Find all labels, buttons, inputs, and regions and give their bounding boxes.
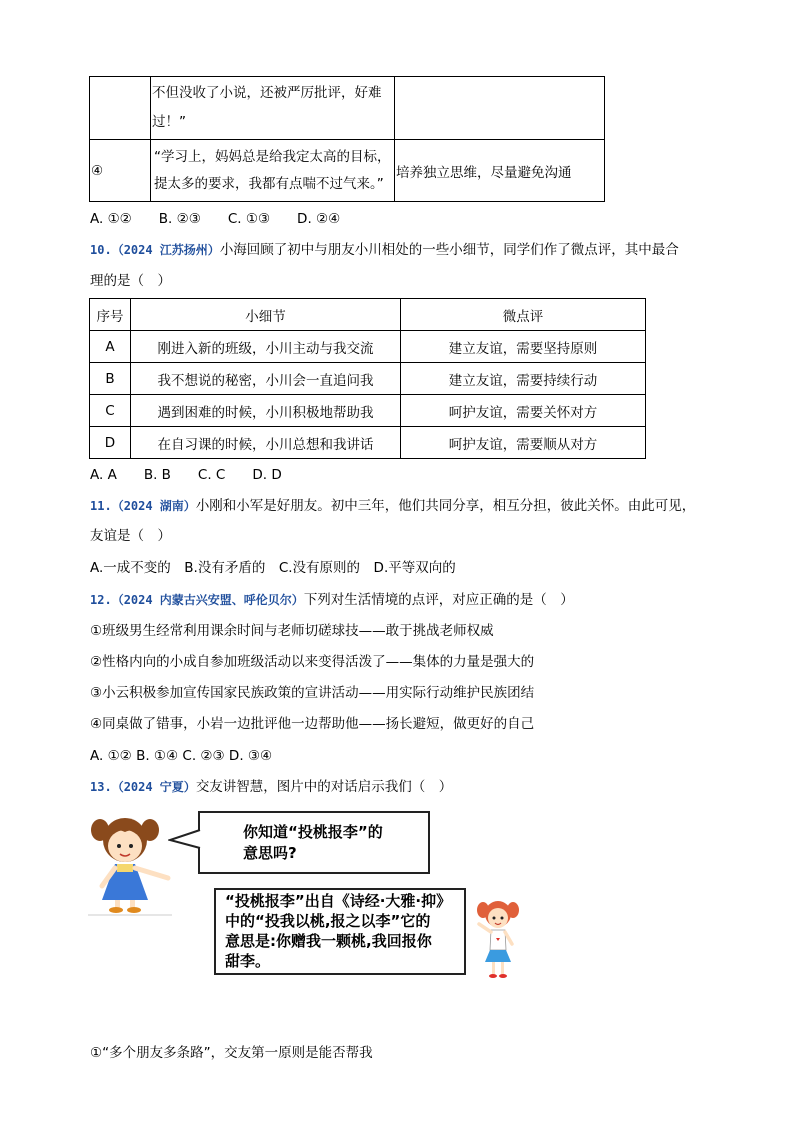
row-comment: 呵护友谊，需要顺从对方 — [401, 427, 646, 459]
speech-bubble-question — [198, 811, 430, 874]
q10-options: A. A B. B C. C D. D — [90, 467, 282, 483]
question-source: （2024 湖南） — [111, 499, 196, 513]
girl-illustration-left — [88, 812, 174, 916]
bubble-text-line: 你知道“投桃报李”的 — [243, 823, 383, 841]
table-cell-advice: 培养独立思维，尽量避免沟通 — [395, 140, 605, 202]
q13-item-1: ①“多个朋友多条路”，交友第一原则是能否帮我 — [90, 1045, 373, 1061]
table-row — [90, 140, 605, 202]
girl-right-icon — [476, 896, 520, 980]
q10-table — [89, 298, 646, 459]
q12-item-1: ①班级男生经常利用课余时间与老师切磋球技——敢于挑战老师权威 — [90, 623, 494, 639]
question-stem: 交友讲智慧，图片中的对话启示我们（ ） — [195, 779, 453, 795]
question-number: 11. — [90, 499, 112, 513]
table-cell-num — [90, 77, 151, 140]
header-num: 序号 — [90, 299, 131, 331]
q11-options: A.一成不变的 B.没有矛盾的 C.没有原则的 D.平等双向的 — [90, 560, 456, 576]
table-row — [90, 427, 646, 459]
top-table — [89, 76, 605, 202]
girl-illustration-right — [476, 896, 520, 980]
table-row — [90, 77, 605, 140]
question-source: （2024 江苏扬州） — [111, 243, 220, 257]
q11-stem-line1 — [90, 496, 695, 516]
q10-stem-line1 — [90, 240, 679, 260]
table-cell-situation: 不但没收了小说，还被严厉批评，好难过！” — [151, 77, 395, 140]
bubble-tail-icon — [168, 828, 202, 850]
question-stem: 下列对生活情境的点评，对应正确的是（ ） — [303, 592, 574, 608]
q9-options: A. ①② B. ②③ C. ①③ D. ②④ — [90, 211, 341, 227]
table-header-row — [90, 299, 646, 331]
speech-bubble-answer — [214, 888, 466, 975]
table-cell-advice — [395, 77, 605, 140]
question-source: （2024 内蒙古兴安盟、呼伦贝尔） — [111, 593, 304, 607]
row-comment: 呵护友谊，需要关怀对方 — [401, 395, 646, 427]
bubble-text-line: 意思吗? — [243, 844, 297, 862]
header-detail: 小细节 — [131, 299, 401, 331]
row-comment: 建立友谊，需要持续行动 — [401, 363, 646, 395]
table-cell-situation: “学习上，妈妈总是给我定太高的目标，提太多的要求，我都有点喘不过气来。” — [151, 140, 395, 202]
question-stem: 小海回顾了初中与朋友小川相处的一些小细节，同学们作了微点评，其中最合 — [219, 242, 679, 258]
q12-item-2: ②性格内向的小成自参加班级活动以来变得活泼了——集体的力量是强大的 — [90, 654, 535, 670]
table-row — [90, 395, 646, 427]
table-row — [90, 363, 646, 395]
girl-left-icon — [88, 812, 174, 916]
q12-stem — [90, 590, 574, 610]
row-comment: 建立友谊，需要坚持原则 — [401, 331, 646, 363]
bubble-text-line: 意思是:你赠我一颗桃,我回报你 — [225, 932, 432, 950]
bubble-text-line: 甜李。 — [225, 952, 271, 970]
bubble-text-line: “投桃报李”出自《诗经·大雅·抑》 — [225, 892, 452, 910]
question-number: 13. — [90, 780, 112, 794]
question-stem: 小刚和小军是好朋友。初中三年，他们共同分享，相互分担，彼此关怀。由此可见， — [195, 498, 696, 514]
q13-stem — [90, 777, 452, 797]
bubble-text-line: 中的“投我以桃,报之以李”它的 — [225, 912, 431, 930]
q12-options: A. ①② B. ①④ C. ②③ D. ③④ — [90, 748, 273, 764]
row-detail: 刚进入新的班级，小川主动与我交流 — [131, 331, 401, 363]
q11-stem-line2: 友谊是（ ） — [90, 528, 171, 544]
q12-item-4: ④同桌做了错事，小岩一边批评他一边帮助他——扬长避短，做更好的自己 — [90, 716, 535, 732]
row-detail: 我不想说的秘密，小川会一直追问我 — [131, 363, 401, 395]
question-source: （2024 宁夏） — [111, 780, 196, 794]
row-num: D — [90, 427, 131, 459]
question-number: 10. — [90, 243, 112, 257]
q10-stem-line2: 理的是（ ） — [90, 273, 171, 289]
row-num: B — [90, 363, 131, 395]
header-comment: 微点评 — [401, 299, 646, 331]
table-cell-num: ④ — [90, 140, 151, 202]
row-detail: 遇到困难的时候，小川积极地帮助我 — [131, 395, 401, 427]
row-detail: 在自习课的时候，小川总想和我讲话 — [131, 427, 401, 459]
table-row — [90, 331, 646, 363]
question-number: 12. — [90, 593, 112, 607]
q12-item-3: ③小云积极参加宣传国家民族政策的宣讲活动——用实际行动维护民族团结 — [90, 685, 535, 701]
row-num: C — [90, 395, 131, 427]
row-num: A — [90, 331, 131, 363]
